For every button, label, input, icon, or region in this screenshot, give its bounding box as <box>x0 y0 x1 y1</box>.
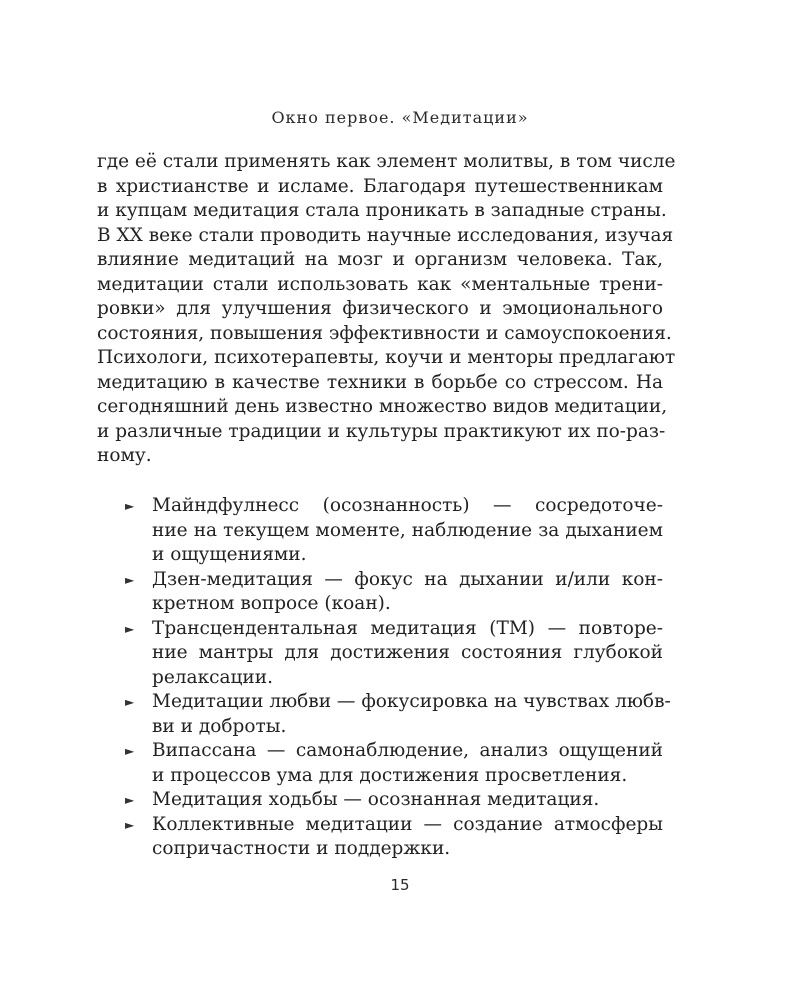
list-item-line: ви и доброты. <box>152 715 287 737</box>
list-item-line: Медитация ходьбы — осознанная медитация. <box>152 789 600 810</box>
paragraph-line: ному. <box>97 445 152 466</box>
paragraph-line: где её стали применять как элемент молитвы, в том числе <box>97 151 676 172</box>
paragraph-line: медитации стали использовать как «ментальные трени- <box>97 273 663 295</box>
triangle-bullet-icon: ► <box>125 817 135 832</box>
running-head: Окно первое. «Медитации» <box>271 108 529 127</box>
paragraph-line: ровки» для улучшения физического и эмоционального <box>97 298 663 319</box>
paragraph-line: состояния, повышения эффективности и самоуспокоения. <box>97 322 672 344</box>
list-item <box>125 739 663 788</box>
meditation-types-list <box>125 494 671 862</box>
list-item-line: Коллективные медитации — создание атмосферы <box>152 813 663 835</box>
list-item-line: и ощущениями. <box>152 544 307 565</box>
list-item <box>125 494 663 568</box>
list-item <box>125 813 663 862</box>
list-item <box>125 568 663 617</box>
body-paragraph <box>97 150 676 469</box>
list-item <box>125 617 663 691</box>
paragraph-line: и различные традиции и культуры практикуют их по-раз- <box>97 420 666 442</box>
list-item-line: сопричастности и поддержки. <box>152 838 451 859</box>
triangle-bullet-icon: ► <box>125 793 135 807</box>
triangle-bullet-icon: ► <box>125 695 135 709</box>
paragraph-line: в христианстве и исламе. Благодаря путешественникам <box>97 175 663 197</box>
list-item-line: кретном вопросе (коан). <box>152 593 391 614</box>
list-item-line: и процессов ума для достижения просветления. <box>152 764 628 786</box>
triangle-bullet-icon: ► <box>125 744 135 758</box>
paragraph-line: Психологи, психотерапевты, коучи и менторы предлагают <box>97 347 676 368</box>
paragraph-line: В XX веке стали проводить научные исследования, изучая <box>97 224 674 246</box>
list-item <box>125 788 663 813</box>
list-item-line: Випассана — самонаблюдение, анализ ощущений <box>152 740 663 761</box>
triangle-bullet-icon: ► <box>125 621 135 636</box>
paragraph-line: сегодняшний день известно множество видов медитации, <box>97 396 668 417</box>
list-item-line: ние мантры для достижения состояния глубокой <box>152 642 663 663</box>
list-item <box>125 690 671 739</box>
triangle-bullet-icon: ► <box>125 572 135 587</box>
paragraph-line: и купцам медитация стала проникать в западные страны. <box>97 200 667 221</box>
paragraph-line: влияние медитаций на мозг и организм человека. Так, <box>97 249 663 270</box>
paragraph-line: медитацию в качестве техники в борьбе со стрессом. На <box>97 371 663 393</box>
list-item-line: релаксации. <box>152 666 273 688</box>
page-number: 15 <box>390 876 410 894</box>
list-item-line: Медитации любви — фокусировка на чувствах любв- <box>152 691 671 712</box>
list-item-line: Трансцендентальная медитация (ТМ) — повторе- <box>152 617 663 639</box>
triangle-bullet-icon: ► <box>125 499 135 513</box>
list-item-line: Дзен-медитация — фокус на дыхании и/или кон- <box>152 568 663 590</box>
list-item-line: ние на текущем моменте, наблюдение за дыханием <box>152 519 663 541</box>
list-item-line: Майндфулнесс (осознанность) — сосредоточе- <box>152 495 663 516</box>
